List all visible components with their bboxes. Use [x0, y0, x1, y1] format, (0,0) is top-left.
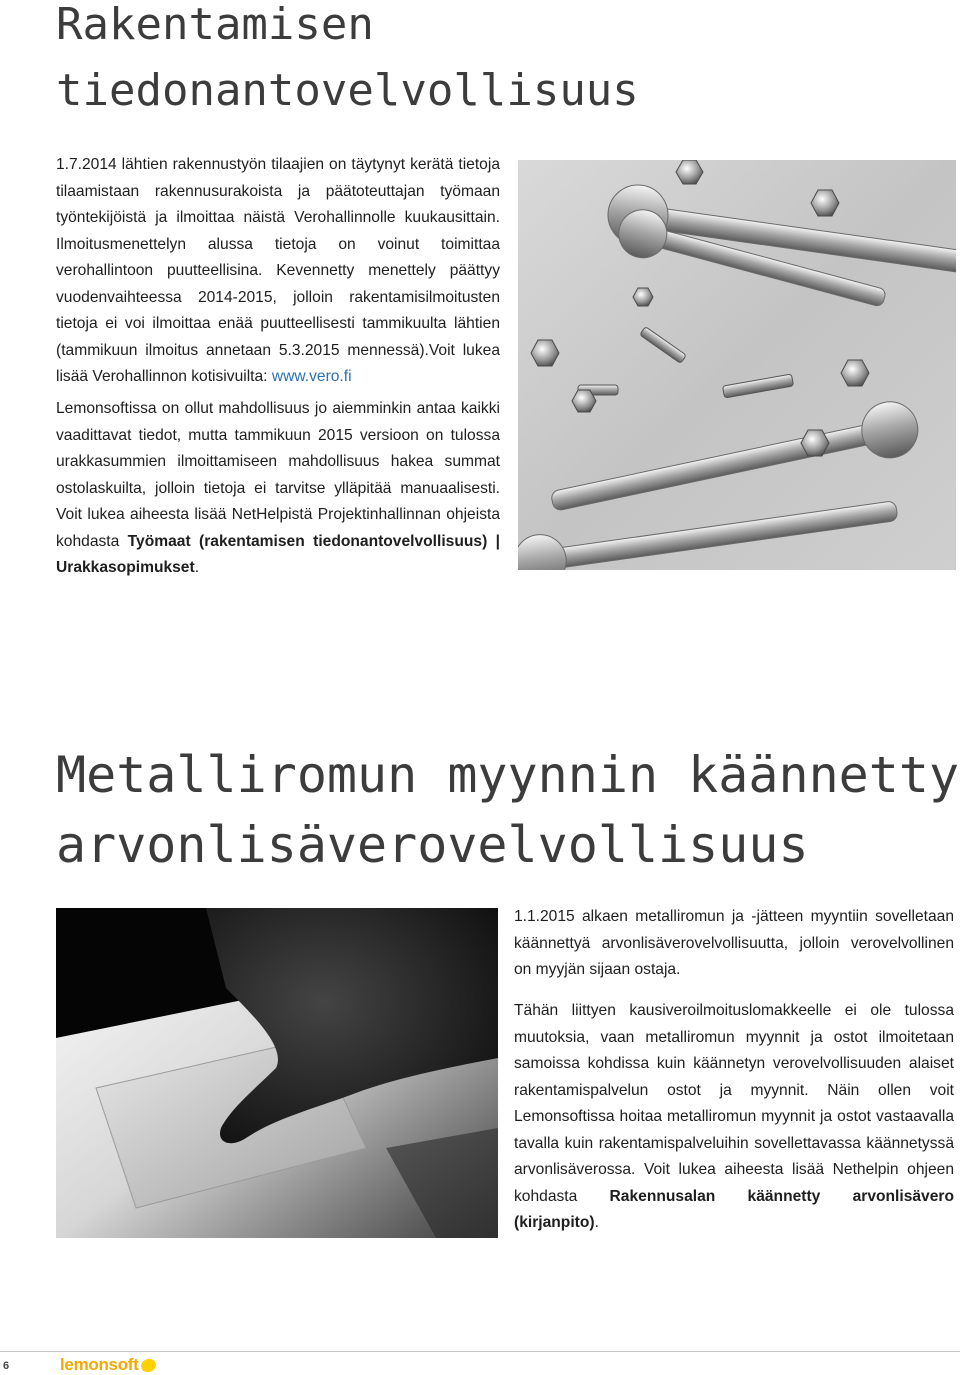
section1-para2-text: Lemonsoftissa on ollut mahdollisuus jo aiemminkin antaa kaikki vaadittavat tiedot, mutta tammikuun 2015 versioon on tulossa urakkasummien ilmoittamiseen mahdollisuus hakea summat ostolaskuilta, jolloin tietoja ei tarvitse ylläpitää manuaalisesti. Voit lukea aiheesta lisää NetHelpistä Projektinhallinnan ohjeista kohdasta [56, 400, 500, 550]
section1-para2-end: . [194, 559, 200, 576]
section1-paragraph2 [56, 396, 500, 582]
section1-paragraph1 [56, 152, 500, 391]
section2-para1-text: 1.1.2015 alkaen metalliromun ja -jätteen myyntiin sovelletaan käännettyä arvonlisäverovelvollisuutta, jolloin verovelvollinen on myyjän sijaan ostaja. [514, 908, 954, 978]
section1-title-line1: Rakentamisen [56, 0, 374, 50]
section2-paragraph1 [514, 904, 954, 984]
section2-title-line2: arvonlisäverovelvollisuus [56, 816, 809, 874]
section1-para2-bold: Työmaat (rakentamisen tiedonantovelvollisuus) | Urakkasopimukset [56, 532, 501, 576]
wrenches-illustration [518, 160, 956, 570]
lemon-icon [139, 1356, 158, 1373]
page-number: 6 [3, 1360, 10, 1372]
wrenches-photo [518, 160, 956, 570]
footer-divider [0, 1351, 960, 1352]
vero-link[interactable]: www.vero.fi [271, 368, 352, 385]
section2-para2-end: . [594, 1214, 599, 1231]
section1-title [56, 0, 639, 124]
section2-title-line1: Metalliromun myynnin käännetty [56, 746, 960, 804]
section2-para2-text: Tähän liittyen kausiveroilmoituslomakkeelle ei ole tulossa muutoksia, vaan metalliromun myynnit ja ostot ilmoitetaan samoissa kohdissa kuin käännetyn verovelvollisuuden alaiset rakentamispalvelun ostot ja myynnit. Näin ollen voit Lemonsoftissa hoitaa metalliromun myynnit ja ostot vastaavalla tavalla kuin rakentamispalveluihin sovellettavassa käännetyssä arvonlisäverossa. Voit lukea aiheesta lisää Nethelpin ohjeen kohdasta [514, 1002, 954, 1205]
lemonsoft-logo [60, 1355, 156, 1375]
section2-para2-bold: Rakennusalan käännetty arvonlisävero (kirjanpito) [514, 1187, 954, 1231]
section1-para1-text: 1.7.2014 lähtien rakennustyön tilaajien on täytynyt kerätä tietoja tilaamistaan rakennusurakoista ja päätoteuttajan työmaan työntekijöistä ja ilmoittaa näistä Verohallinnolle kuukausittain. Ilmoitusmenettelyn alussa tietoja on voinut toimittaa verohallintoon puutteellisina. Kevennetty menettely päättyy vuodenvaihteessa 2014-2015, jolloin rakentamisilmoitusten tietoja ei voi ilmoittaa enää puutteellisesti tammikuulta lähtien (tammikuun ilmoitus annetaan 5.3.2015 mennessä).Voit lukea lisää Verohallinnon kotisivuilta: [56, 156, 500, 385]
section1-title-line2: tiedonantovelvollisuus [56, 65, 639, 116]
section2-title [56, 740, 959, 880]
laptop-illustration [56, 908, 498, 1238]
section2-paragraph2 [514, 998, 954, 1237]
laptop-touchpad-photo [56, 908, 498, 1238]
logo-text: lemonsoft [60, 1355, 139, 1374]
